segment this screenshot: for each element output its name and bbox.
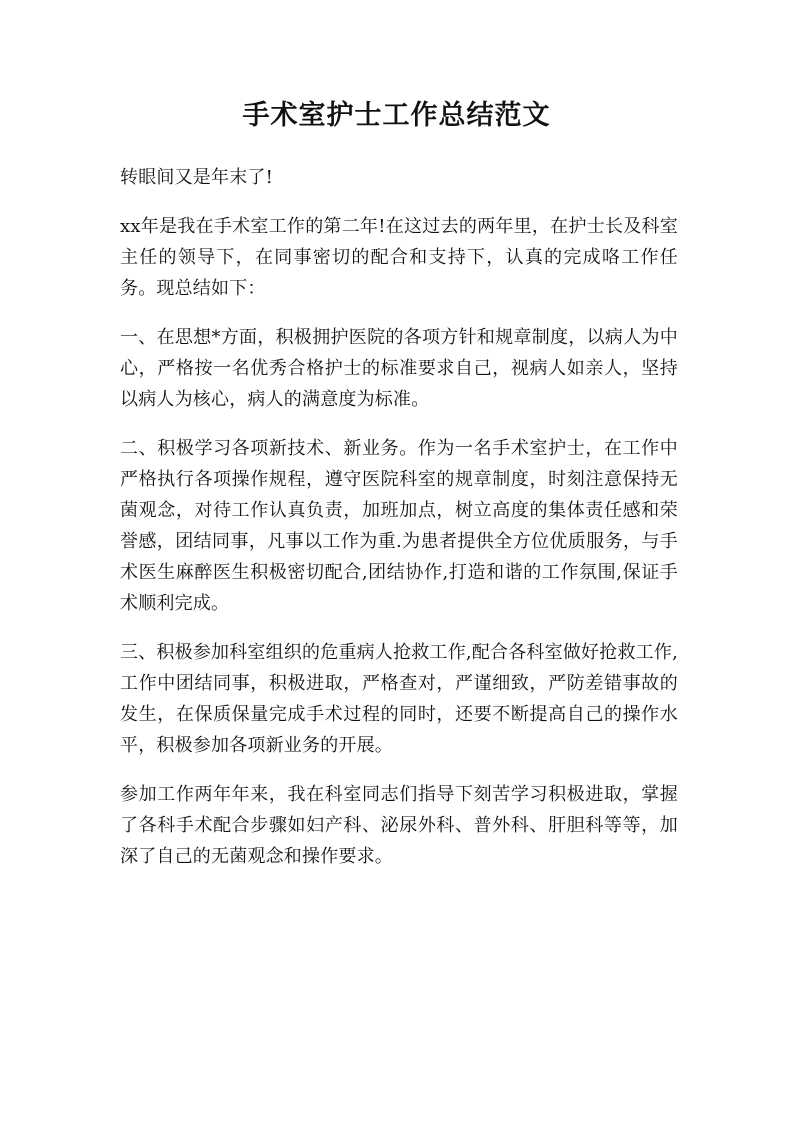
paragraph-section-three: 三、积极参加科室组织的危重病人抢救工作,配合各科室做好抢救工作,工作中团结同事，积极进取，严格查对，严谨细致，严防差错事故的发生，在保质保量完成手术过程的同时，还要不断提高自己的操作水平，积极参加各项新业务的开展。 xyxy=(120,642,678,756)
paragraph-overview: xx年是我在手术室工作的第二年!在这过去的两年里，在护士长及科室主任的领导下，在同事密切的配合和支持下，认真的完成咯工作任务。现总结如下： xyxy=(120,216,678,299)
paragraph-section-two: 二、积极学习各项新技术、新业务。作为一名手术室护士，在工作中严格执行各项操作规程，遵守医院科室的规章制度，时刻注意保持无菌观念，对待工作认真负责，加班加点，树立高度的集体责任感和荣誉感，团结同事，凡事以工作为重.为患者提供全方位优质服务，与手术医生麻醉医生积极密切配合,团结协作,打造和谐的工作氛围,保证手术顺利完成。 xyxy=(120,438,678,614)
paragraph-intro: 转眼间又是年末了! xyxy=(120,167,274,188)
document-body xyxy=(120,162,678,890)
paragraph-summary: 参加工作两年年来，我在科室同志们指导下刻苦学习积极进取，掌握了各科手术配合步骤如妇产科、泌尿外科、普外科、肝胆科等等，加深了自己的无菌观念和操作要求。 xyxy=(120,784,678,867)
paragraph-section-one: 一、在思想*方面，积极拥护医院的各项方针和规章制度，以病人为中心，严格按一名优秀合格护士的标准要求自己，视病人如亲人，坚持以病人为核心，病人的满意度为标准。 xyxy=(120,327,678,410)
document-title: 手术室护士工作总结范文 xyxy=(242,100,551,131)
